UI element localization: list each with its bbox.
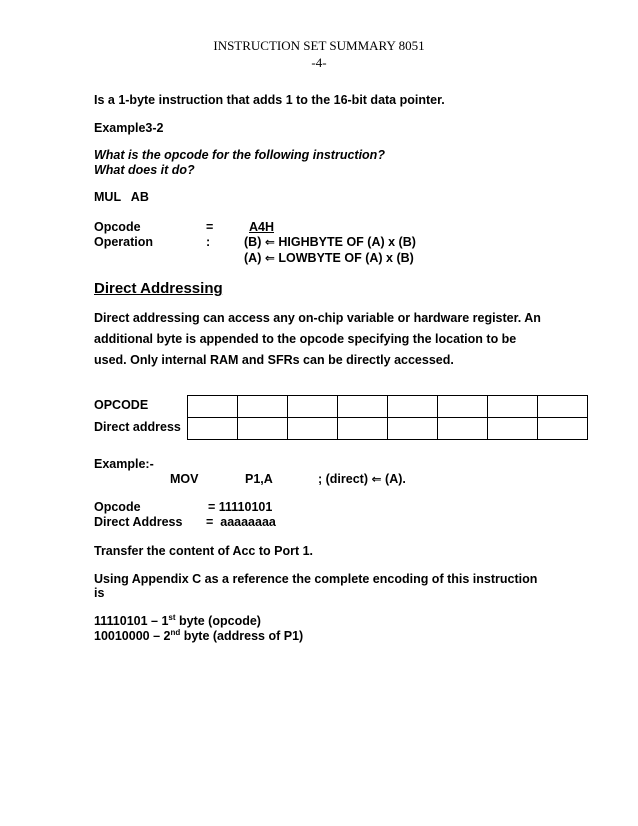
appendix-line-1: Using Appendix C as a reference the complete encoding of this instruction: [94, 572, 538, 586]
table-cell: [388, 418, 438, 440]
op2-src: LOWBYTE OF (A) x (B): [278, 251, 414, 265]
arrow-left-icon: ⇐: [371, 472, 382, 486]
operation-label: Operation: [94, 235, 154, 249]
byte2-desc: byte (address of P1): [180, 629, 304, 643]
op1-dest: (B): [244, 235, 262, 249]
table-cell: [338, 418, 388, 440]
question-line-2: What does it do?: [94, 163, 195, 177]
table-cell: [238, 418, 288, 440]
instruction-mul: MUL AB: [94, 190, 149, 204]
encoding-byte-1: [94, 614, 261, 628]
table-cell: [438, 418, 488, 440]
op2-dest: (A): [244, 251, 262, 265]
encoding-byte-2: [94, 629, 303, 643]
section-heading-direct-addressing: Direct Addressing: [94, 280, 223, 297]
operation-line-2: [244, 251, 414, 265]
direct-paragraph-line-1: Direct addressing can access any on-chip variable or hardware register. An: [94, 311, 541, 325]
page-header-title: INSTRUCTION SET SUMMARY 8051: [213, 38, 425, 53]
mnemonic-mov: MOV: [170, 472, 199, 486]
table-cell: [288, 418, 338, 440]
table-row: [188, 418, 588, 440]
row-label-direct-address: Direct address: [94, 420, 181, 434]
table-cell: [488, 418, 538, 440]
operation-line-1: [244, 235, 416, 249]
byte2-ordinal: nd: [170, 627, 181, 637]
mov-opcode-label: Opcode: [94, 500, 141, 514]
byte2-value: 10010000 – 2: [94, 629, 171, 643]
mov-opcode-value: = 11110101: [208, 500, 273, 514]
table-row: [188, 396, 588, 418]
direct-address-value: = aaaaaaaa: [206, 515, 276, 529]
direct-address-label: Direct Address: [94, 515, 183, 529]
arrow-left-icon: ⇐: [264, 235, 275, 249]
table-cell: [238, 396, 288, 418]
comment-direct: ; (direct): [318, 472, 368, 486]
page-number: -4-: [311, 55, 327, 70]
table-cell: [388, 396, 438, 418]
table-cell: [488, 396, 538, 418]
appendix-line-2: is: [94, 586, 105, 600]
table-cell: [338, 396, 388, 418]
byte1-ordinal: st: [168, 612, 176, 622]
byte1-value: 11110101 – 1: [94, 614, 169, 628]
table-cell: [538, 396, 588, 418]
direct-paragraph-line-3: used. Only internal RAM and SFRs can be directly accessed.: [94, 353, 454, 367]
table-cell: [538, 418, 588, 440]
row-label-opcode: OPCODE: [94, 398, 149, 412]
mov-comment: [318, 472, 406, 486]
byte1-desc: byte (opcode): [175, 614, 261, 628]
opcode-equals: =: [206, 220, 214, 234]
operation-colon: :: [206, 235, 211, 249]
table-cell: [288, 396, 338, 418]
table-cell: [438, 396, 488, 418]
opcode-value: A4H: [249, 220, 275, 234]
opcode-label: Opcode: [94, 220, 141, 234]
example2-label: Example:-: [94, 457, 154, 471]
op1-src: HIGHBYTE OF (A) x (B): [278, 235, 416, 249]
transfer-text: Transfer the content of Acc to Port 1.: [94, 544, 314, 558]
instruction-format-table: [187, 395, 588, 440]
table-cell: [188, 418, 238, 440]
question-line-1: What is the opcode for the following instruction?: [94, 148, 385, 162]
intro-text: Is a 1-byte instruction that adds 1 to the 16-bit data pointer.: [94, 93, 445, 107]
comment-acc: (A).: [385, 472, 406, 486]
table-cell: [188, 396, 238, 418]
arrow-left-icon: ⇐: [264, 251, 275, 265]
direct-paragraph-line-2: additional byte is appended to the opcode specifying the location to be: [94, 332, 517, 346]
example-label: Example3-2: [94, 121, 164, 135]
operand-p1a: P1,A: [245, 472, 273, 486]
